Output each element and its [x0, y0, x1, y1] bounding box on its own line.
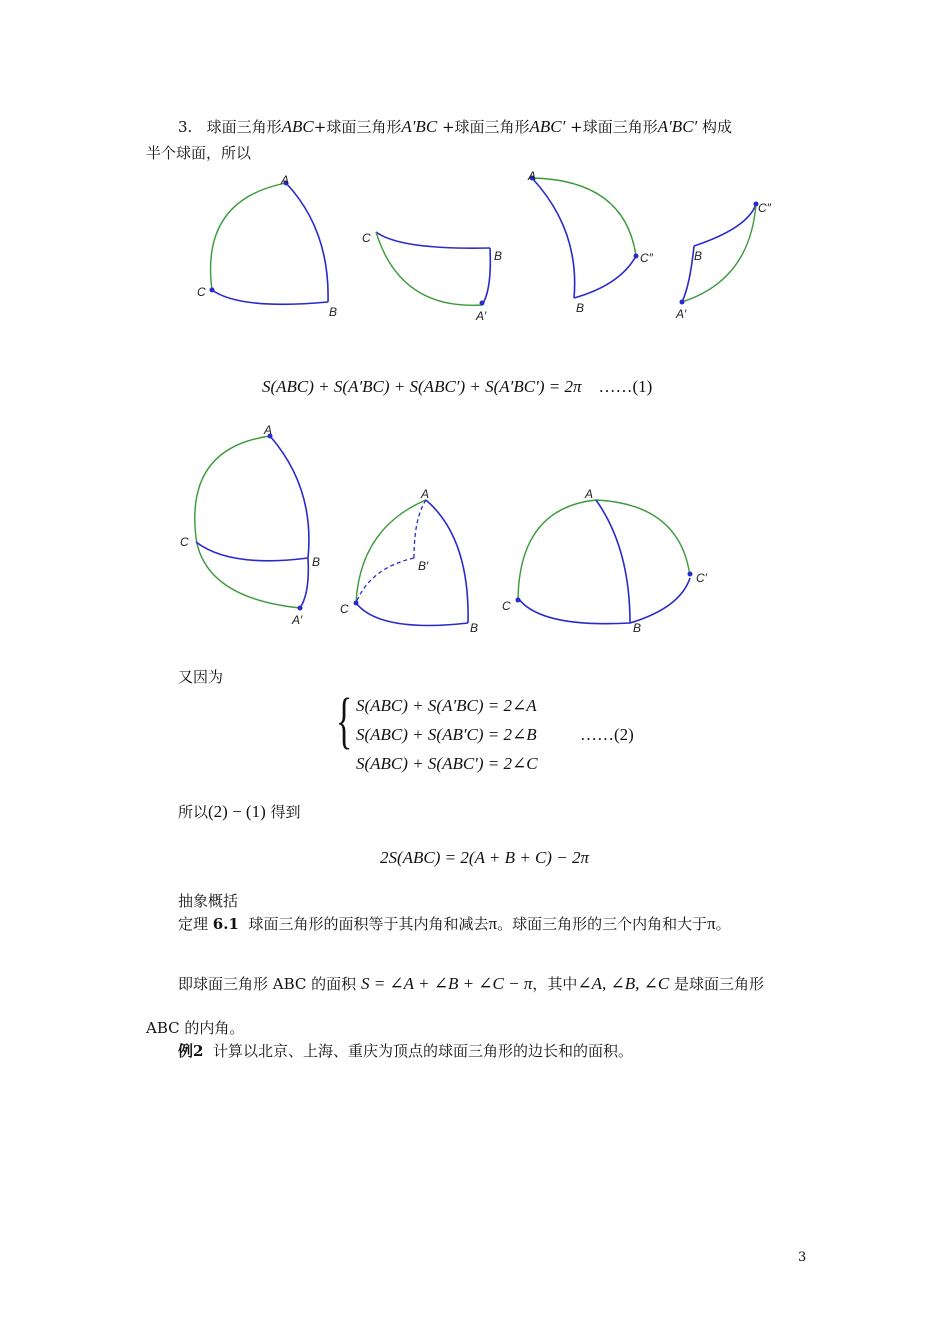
fig7-label-c: C	[502, 599, 511, 613]
so-line	[178, 802, 301, 822]
theorem-line	[178, 914, 731, 934]
system-row-1: S(ABC) + S(A′BC) = 2∠A	[356, 696, 537, 715]
fig1-label-a: A	[281, 173, 290, 187]
fig1-vertex-c	[210, 288, 215, 293]
fig4-blue-arc-ba	[682, 246, 694, 302]
fig2-blue-arc-cb	[376, 232, 490, 248]
fig3-label-a: A	[528, 170, 537, 183]
fig5-label-c: C	[180, 535, 189, 549]
fig1-blue-arc-cb	[212, 290, 328, 304]
intro-text-2: +球面三角形	[313, 118, 402, 136]
fig6-vertex-c	[354, 601, 359, 606]
figure-5	[180, 423, 320, 627]
intro-math-abc1: ABC′	[529, 117, 566, 136]
fig3-blue-arc-ab	[532, 178, 575, 298]
system-tag: ……(2)	[580, 725, 634, 744]
fig1-green-arc	[211, 183, 286, 290]
namely-angles: ∠A, ∠B, ∠C	[577, 974, 670, 993]
fig1-label-c: C	[197, 285, 206, 299]
fig7-label-a: A	[585, 487, 594, 501]
fig5-green-arc	[195, 436, 300, 608]
example-2	[178, 1041, 633, 1061]
theorem-text-3: 。	[715, 915, 731, 933]
fig3-green-arc	[532, 178, 636, 256]
intro-line-2: 半个球面，所以	[146, 144, 252, 162]
fig3-label-c: C″	[640, 251, 653, 265]
so-suffix: 得到	[270, 803, 301, 821]
fig5-label-a: A	[264, 423, 273, 437]
intro-text-4: +球面三角形	[570, 118, 658, 136]
also-because: 又因为	[178, 668, 224, 686]
figure-6	[340, 487, 478, 635]
fig2-label-c: C	[362, 231, 371, 245]
theorem-text-2: 。球面三角形的三个内角和大于	[497, 915, 708, 933]
fig4-blue-arc-cb	[694, 204, 756, 246]
fig7-label-b: B	[633, 621, 642, 635]
fig7-blue-arc-base	[518, 578, 690, 624]
figures-row-2	[0, 418, 950, 638]
so-expr: (2) − (1)	[208, 802, 266, 821]
fig6-green-arc	[356, 500, 426, 603]
fig6-blue-arc-cb	[356, 603, 468, 626]
equation-1-tag: ……(1)	[598, 377, 653, 396]
fig6-label-b1: B′	[418, 559, 429, 573]
figure-3	[527, 170, 654, 315]
so-prefix: 所以	[178, 803, 209, 821]
fig5-blue-arc-cb	[196, 542, 308, 561]
system-row-3: S(ABC) + S(ABC′) = 2∠C	[356, 754, 538, 773]
fig5-blue-arc-a	[270, 436, 309, 608]
equation-3: 2S(ABC) = 2(A + B + C) − 2π	[380, 848, 589, 867]
namely-formula: S = ∠A + ∠B + ∠C − π	[360, 974, 533, 993]
example-text: 计算以北京、上海、重庆为顶点的球面三角形的边长和的面积。	[212, 1042, 633, 1060]
intro-math-a1bc: A′BC	[401, 117, 438, 136]
namely-line-2: ABC 的内角。	[146, 1019, 245, 1037]
item-number: 3.	[178, 118, 193, 136]
fig4-vertex-a1	[680, 300, 685, 305]
theorem-text-1: 球面三角形的面积等于其内角和减去	[248, 915, 489, 933]
theorem-prefix: 定理	[178, 915, 209, 933]
fig4-label-b: B	[694, 249, 703, 263]
fig3-blue-arc-bc	[574, 256, 636, 298]
fig5-vertex-a1	[298, 606, 303, 611]
namely-part-2: ，其中	[532, 975, 578, 993]
fig7-label-c1: C′	[696, 571, 707, 585]
fig5-label-a1: A′	[292, 613, 303, 627]
figures-row-1	[0, 170, 950, 330]
fig7-vertex-c	[516, 598, 521, 603]
fig7-vertex-c1	[688, 572, 693, 577]
figure-2	[362, 231, 502, 323]
figure-4	[675, 201, 772, 321]
fig2-label-a1: A′	[476, 309, 487, 323]
example-label: 例2	[178, 1042, 204, 1060]
equation-1-expr: S(ABC) + S(A′BC) + S(ABC′) + S(A′BC′) = 2π	[262, 377, 582, 396]
intro-text-5: 构成	[702, 118, 733, 136]
fig2-vertex-a1	[480, 301, 485, 306]
figure-1	[197, 173, 337, 319]
fig5-label-b: B	[312, 555, 321, 569]
fig7-blue-arc-ab	[596, 500, 630, 623]
theorem-pi-2: π	[707, 914, 716, 933]
fig3-label-b: B	[576, 301, 585, 315]
system-brace: {	[336, 687, 353, 755]
theorem-number: 6.1	[212, 915, 239, 933]
intro-math-a1bc1: A′BC′	[657, 117, 698, 136]
fig7-green-arc	[518, 500, 690, 598]
fig6-label-c: C	[340, 602, 349, 616]
fig6-dashed-ab1	[414, 500, 426, 558]
theorem-pi-1: π	[488, 914, 498, 933]
intro-math-abc: ABC	[281, 117, 314, 136]
fig2-label-b: B	[494, 249, 503, 263]
intro-text-1: 球面三角形	[206, 118, 282, 136]
abstract-heading: 抽象概括	[178, 892, 239, 910]
equation-1	[262, 377, 652, 397]
figure-7	[502, 487, 708, 635]
fig6-dashed-b1c	[356, 558, 414, 603]
fig6-label-a: A	[421, 487, 430, 501]
namely-part-1: 即球面三角形 ABC 的面积	[178, 975, 357, 993]
fig6-label-b: B	[470, 621, 479, 635]
fig2-blue-arc-ba	[482, 248, 490, 305]
system-row-2: S(ABC) + S(AB′C) = 2∠B	[356, 725, 537, 744]
fig3-vertex-c	[634, 254, 639, 259]
fig4-label-c: C″	[758, 201, 771, 215]
fig2-green-arc	[376, 232, 482, 305]
namely-part-3: 是球面三角形	[674, 975, 765, 993]
fig6-blue-arc-ab	[426, 500, 468, 623]
intro-text-3: +球面三角形	[441, 118, 530, 136]
page-number: 3	[798, 1250, 807, 1265]
fig1-label-b: B	[329, 305, 338, 319]
fig1-blue-arc-ab	[286, 183, 328, 302]
namely-line-1	[178, 974, 764, 994]
fig4-label-a1: A′	[676, 307, 687, 321]
intro-line-1	[178, 117, 732, 137]
